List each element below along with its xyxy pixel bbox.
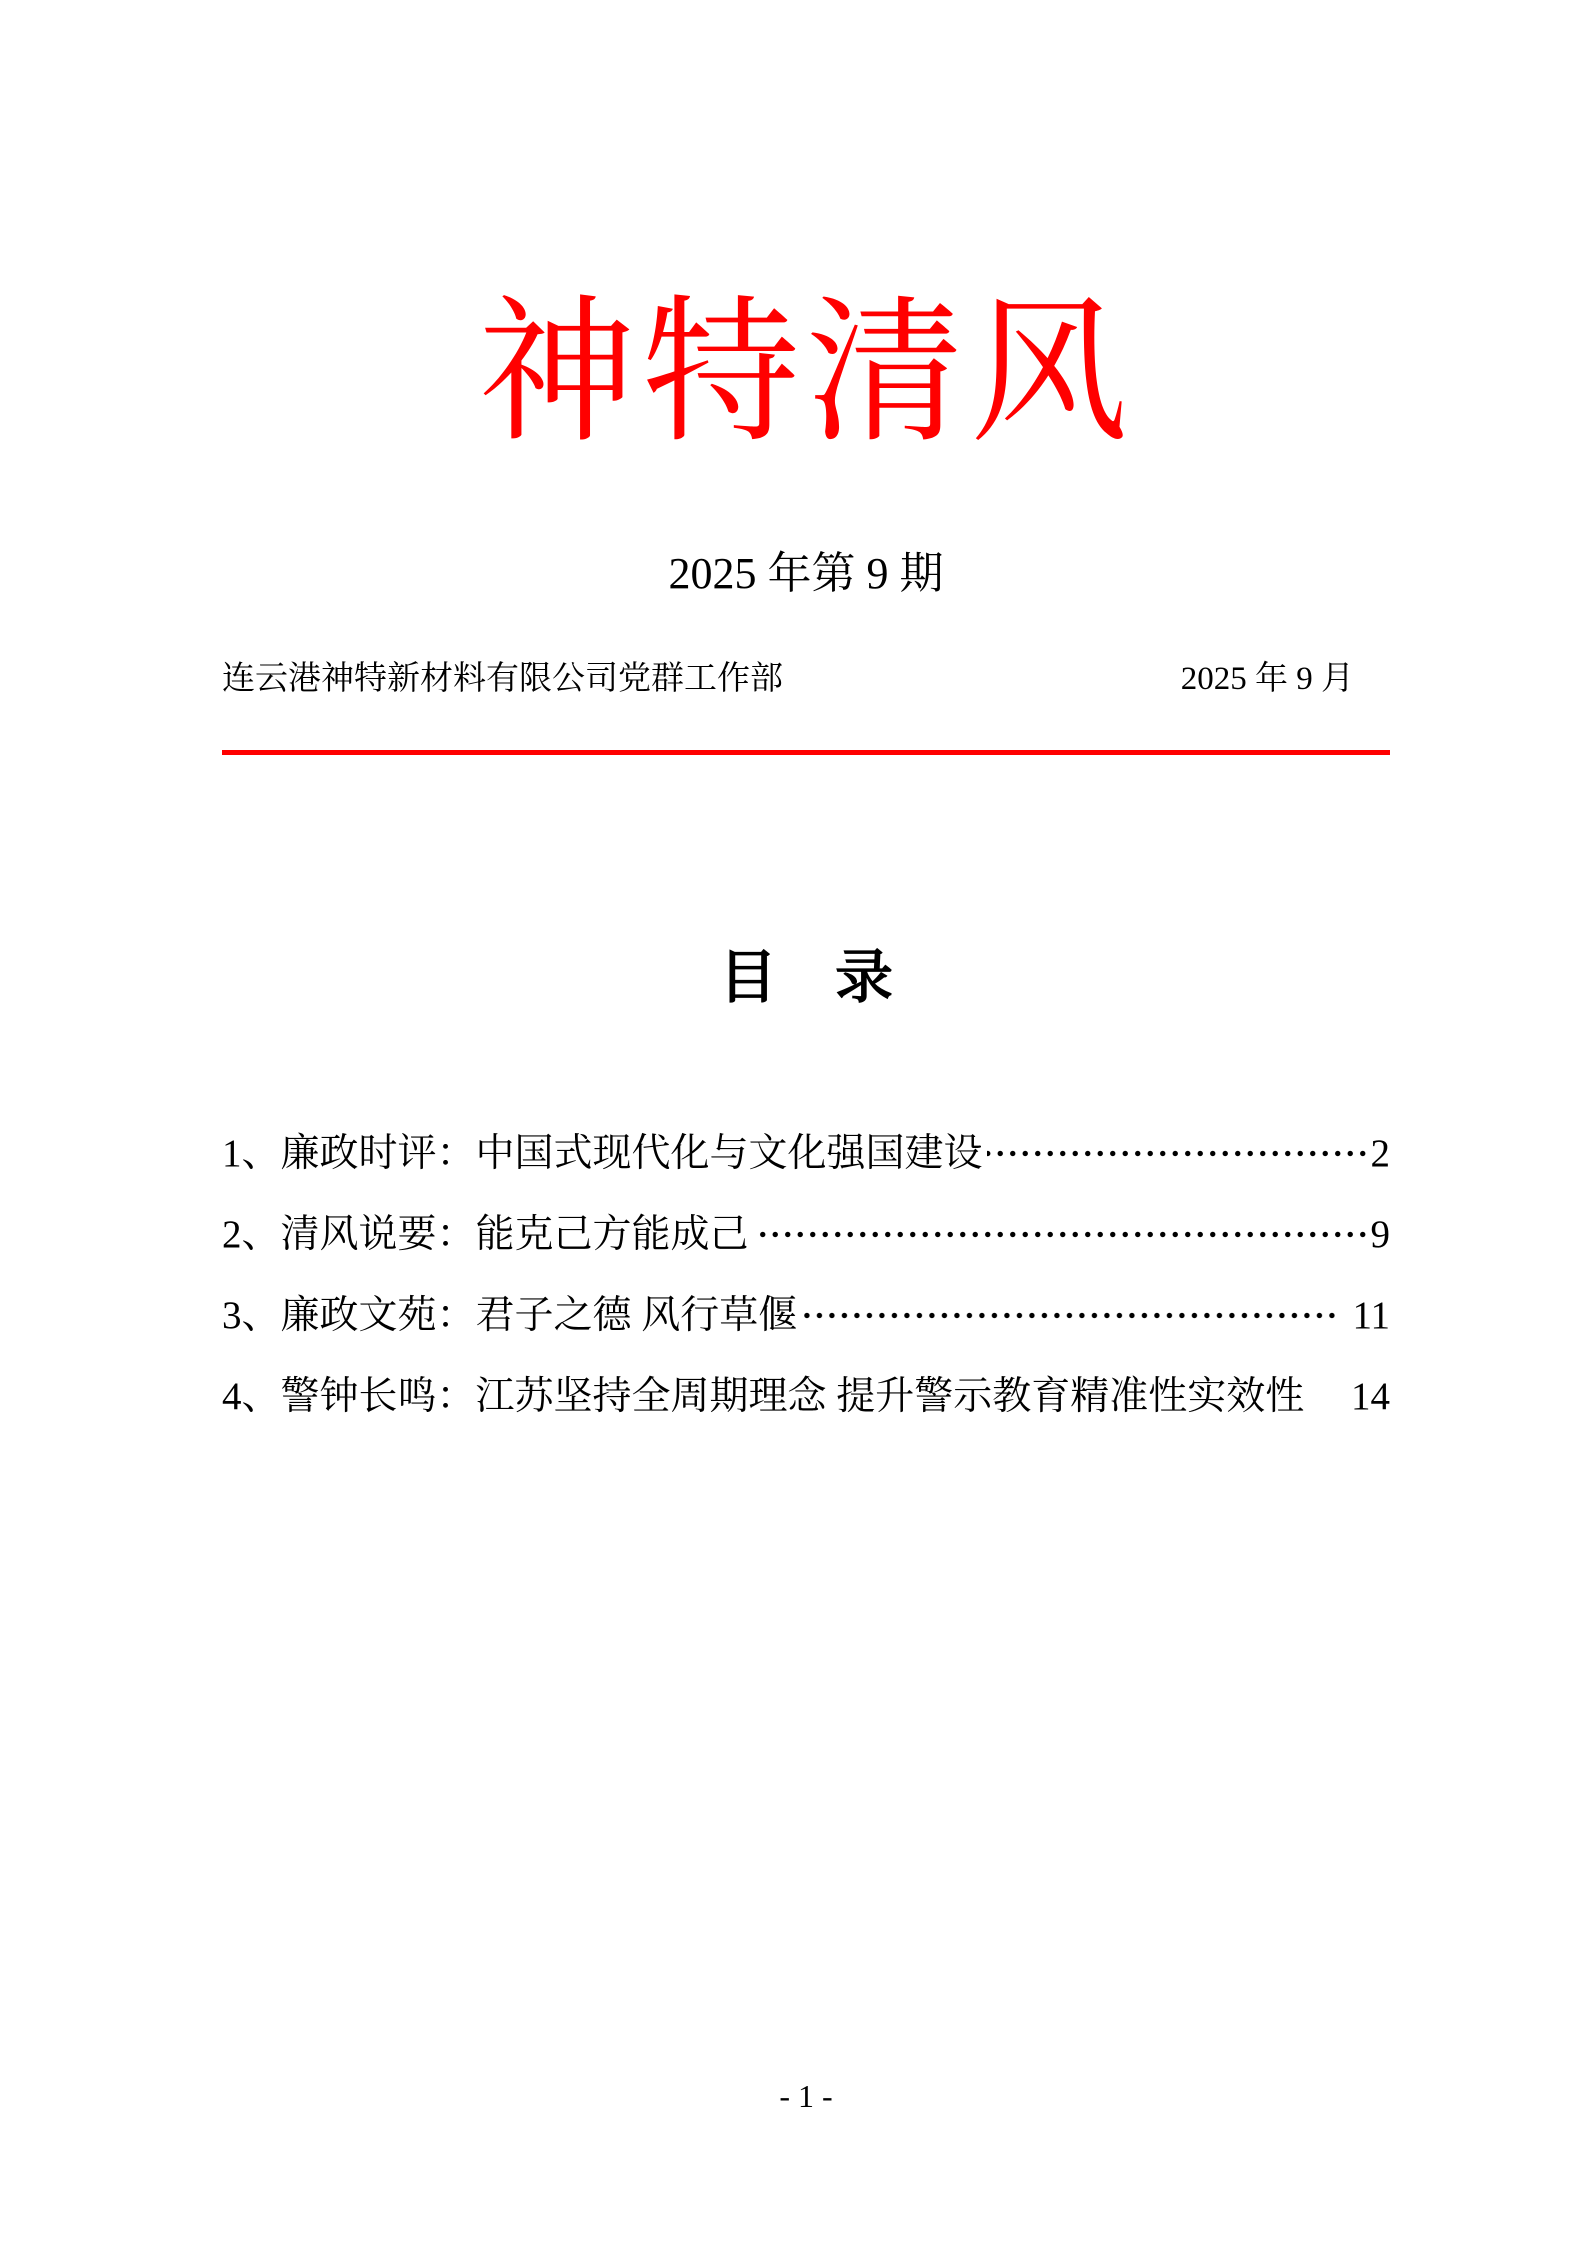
toc-entry-2 bbox=[222, 1194, 1390, 1275]
page-footer bbox=[222, 2076, 1390, 2118]
toc-entry-3 bbox=[222, 1275, 1390, 1356]
toc-entry-1 bbox=[222, 1113, 1390, 1194]
toc-entry-label: 4、警钟长鸣：江苏坚持全周期理念 提升警示教育精准性实效性 bbox=[222, 1375, 1305, 1418]
toc-entry-label: 3、廉政文苑：君子之德 风行草偃 bbox=[222, 1294, 798, 1337]
dot-leader bbox=[753, 1215, 1369, 1254]
toc-entry-label: 2、清风说要：能克己方能成己 bbox=[222, 1213, 749, 1256]
publish-date: 2025 年 9 月 bbox=[1180, 661, 1354, 697]
dot-leader bbox=[801, 1296, 1338, 1335]
dot-leader bbox=[987, 1134, 1369, 1173]
toc-list bbox=[222, 1113, 1390, 1437]
toc-page-number: 2 bbox=[1370, 1132, 1390, 1175]
toc-page-number: 9 bbox=[1370, 1213, 1390, 1256]
masthead-title: 神特清风 bbox=[478, 287, 1134, 462]
leader-spacer bbox=[1308, 1377, 1349, 1416]
toc-heading: 目 录 bbox=[718, 945, 893, 1010]
red-divider-rule bbox=[222, 750, 1390, 755]
toc-page-number: 14 bbox=[1351, 1375, 1390, 1418]
publisher-row bbox=[222, 655, 1390, 705]
toc-page-number: 11 bbox=[1352, 1294, 1390, 1337]
toc-entry-4 bbox=[222, 1356, 1390, 1437]
issue-number-line: 2025 年第 9 期 bbox=[668, 549, 944, 598]
publisher-name: 连云港神特新材料有限公司党群工作部 bbox=[222, 661, 783, 697]
page-number: - 1 - bbox=[779, 2078, 833, 2114]
toc-entry-label: 1、廉政时评：中国式现代化与文化强国建设 bbox=[222, 1132, 983, 1175]
